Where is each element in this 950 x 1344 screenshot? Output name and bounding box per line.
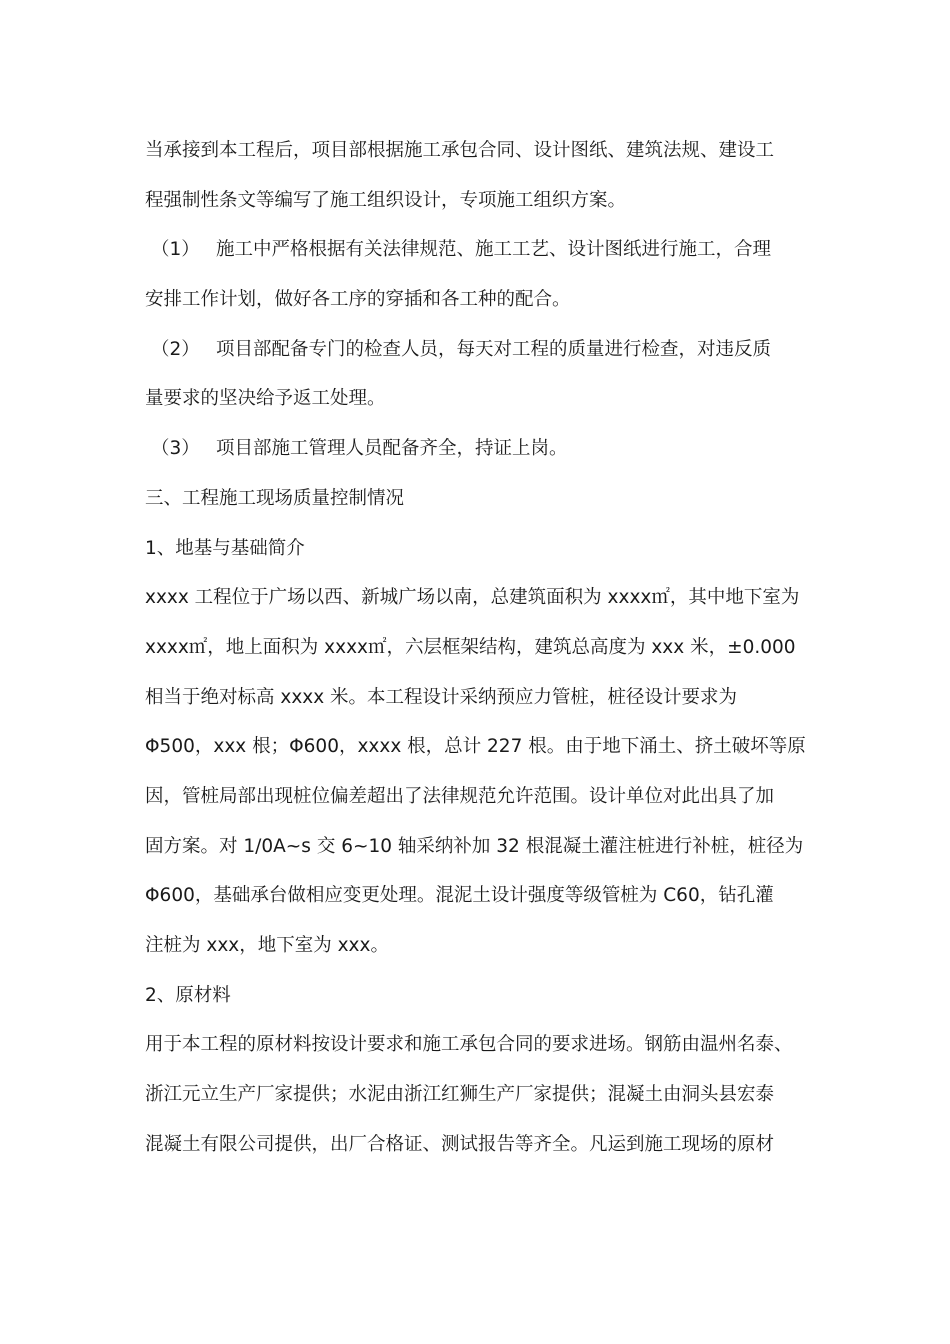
body-text-line: 混凝土有限公司提供，出厂合格证、测试报告等齐全。凡运到施工现场的原材 [145,1133,775,1155]
body-text-line: 浙江元立生产厂家提供；水泥由浙江红狮生产厂家提供；混凝土由洞头县宏泰 [145,1084,775,1106]
body-text-line: 当承接到本工程后，项目部根据施工承包合同、设计图纸、建筑法规、建设工 [145,140,775,161]
body-text-line: 程强制性条文等编写了施工组织设计，专项施工组织方案。 [145,189,627,211]
item-text: 项目部施工管理人员配备齐全，持证上岗。 [216,438,568,460]
item-number: （1） [151,239,200,261]
body-text-line: 固方案。对 1/0A~s 交 6~10 轴采纳补加 32 根混凝土灌注桩进行补桩，桩径为 [145,835,804,857]
body-text-line: 注桩为 xxx，地下室为 xxx。 [145,935,389,956]
body-text-line: 安排工作计划，做好各工序的穿插和各工种的配合。 [145,289,571,311]
section-heading: 三、工程施工现场质量控制情况 [145,487,405,509]
body-text-line: Φ600，基础承台做相应变更处理。混泥土设计强度等级管桩为 C60，钻孔灌 [145,885,774,907]
numbered-item-3 [145,424,810,474]
body-text-line: xxxx 工程位于广场以西、新城广场以南，总建筑面积为 xxxx㎡，其中地下室为 [145,587,800,609]
item-text: 施工中严格根据有关法律规范、施工工艺、设计图纸进行施工，合理 [216,239,772,261]
body-text-line: 用于本工程的原材料按设计要求和施工承包合同的要求进场。钢筋由温州名泰、 [145,1034,793,1056]
body-text-line: 量要求的坚决给予返工处理。 [145,388,386,410]
body-text-line: 相当于绝对标高 xxxx 米。本工程设计采纳预应力管桩，桩径设计要求为 [145,686,738,708]
document-body [145,126,810,1169]
item-number: （3） [151,438,200,460]
subsection-heading: 2、原材料 [145,984,231,1006]
numbered-item-1 [145,225,810,275]
body-text-line: Φ500，xxx 根；Φ600，xxxx 根，总计 227 根。由于地下涌土、挤土破坏等原 [145,736,806,758]
numbered-item-2 [145,325,810,375]
item-number: （2） [151,338,200,360]
subsection-heading: 1、地基与基础简介 [145,537,305,559]
body-text-line: xxxx㎡，地上面积为 xxxx㎡，六层框架结构，建筑总高度为 xxx 米，±0.000 [145,636,796,658]
body-text-line: 因，管桩局部出现桩位偏差超出了法律规范允许范围。设计单位对此出具了加 [145,785,775,807]
item-text: 项目部配备专门的检查人员，每天对工程的质量进行检查，对违反质 [216,338,772,360]
